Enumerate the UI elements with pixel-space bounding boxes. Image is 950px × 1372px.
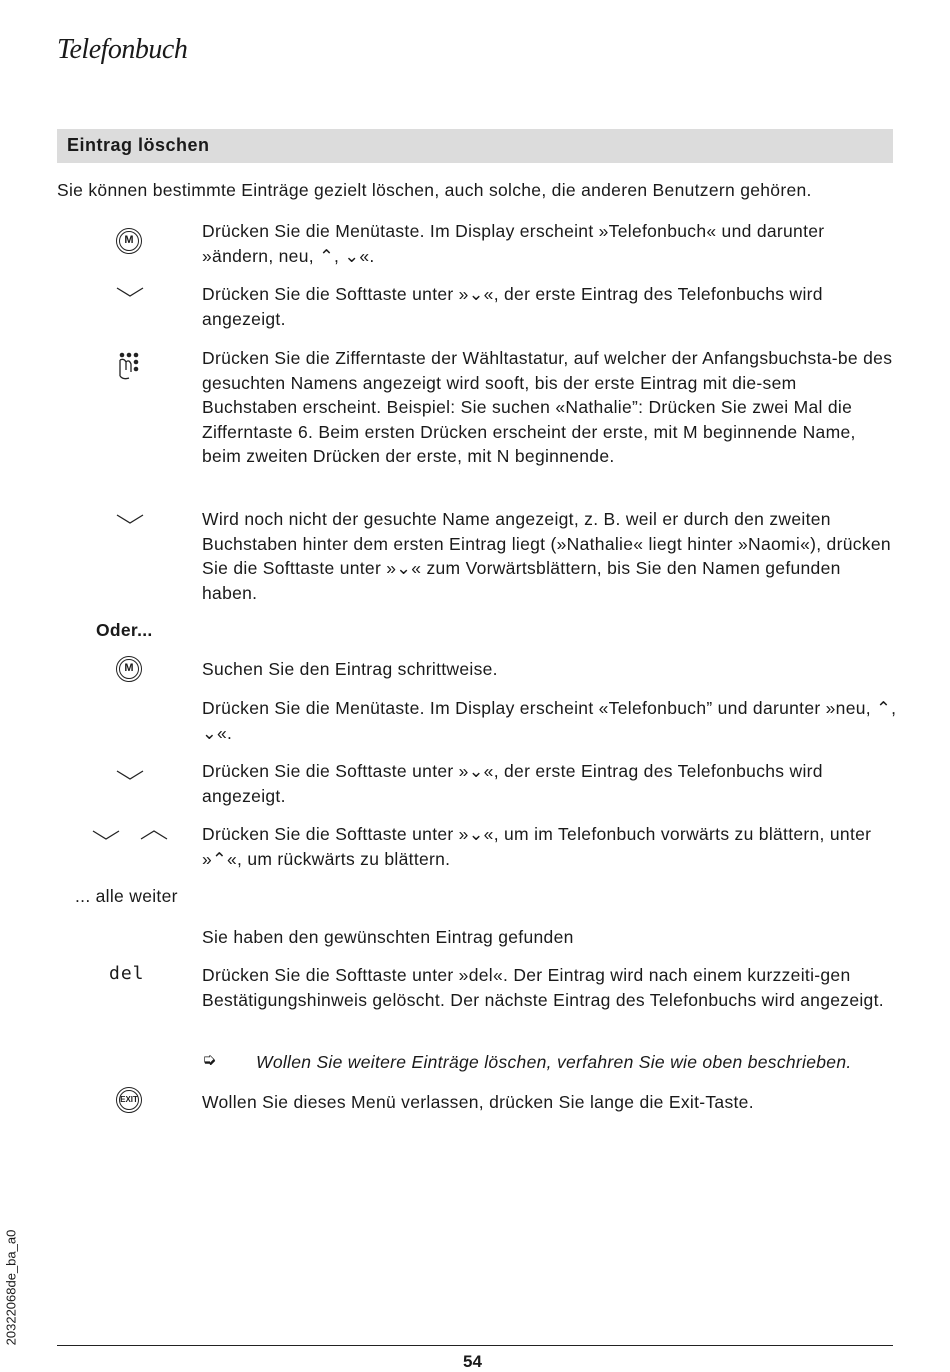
intro-text: Sie können bestimmte Einträge gezielt löschen, auch solche, die anderen Benutzern gehören. xyxy=(57,180,812,200)
page-header-title: Telefonbuch xyxy=(57,34,188,65)
step-text: Drücken Sie die Menütaste. Im Display erscheint «Telefonbuch” und darunter »neu, ⌃, ⌄«. xyxy=(202,698,897,743)
step-text: Drücken Sie die Menütaste. Im Display erscheint »Telefonbuch« und darunter »ändern, neu, ⌃, ⌄«. xyxy=(202,221,825,266)
step-text: Wird noch nicht der gesuchte Name angezeigt, z. B. weil er durch den zweiten Buchstaben hinter dem ersten Eintrag liegt (»Nathalie« liegt hinter »Naomi«), drücken Sie die Softtaste unter »⌄« zum Vorwärtsblättern, bis Sie den Namen gefunden haben. xyxy=(202,509,891,603)
step-text: Drücken Sie die Softtaste unter »del«. Der Eintrag wird nach einem kurzzeiti-gen Bestätigungshinweis gelöscht. Der nächste Eintrag des Telefonbuchs wird angezeigt. xyxy=(202,965,884,1010)
softkey-down-up-icon xyxy=(92,828,168,842)
note-text: Wollen Sie weitere Einträge löschen, verfahren Sie wie oben beschrieben. xyxy=(256,1052,852,1072)
softkey-down-icon xyxy=(116,769,144,781)
page-number: 54 xyxy=(463,1352,482,1371)
alle-weiter-label: ... alle weiter xyxy=(75,886,178,906)
exit-button-icon: EXIT xyxy=(116,1087,142,1113)
section-title: Eintrag löschen xyxy=(67,135,210,155)
keypad-icon xyxy=(117,350,141,382)
section-header-bar xyxy=(57,129,893,163)
step-text: Drücken Sie die Softtaste unter »⌄«, um im Telefonbuch vorwärts zu blättern, unter »⌃«, um rückwärts zu blättern. xyxy=(202,824,872,869)
menu-button-icon: M xyxy=(116,656,142,682)
step-text: Drücken Sie die Softtaste unter »⌄«, der erste Eintrag des Telefonbuchs wird angezeigt. xyxy=(202,284,823,329)
step-text: Drücken Sie die Softtaste unter »⌄«, der erste Eintrag des Telefonbuchs wird angezeigt. xyxy=(202,761,823,806)
del-softkey-icon: del xyxy=(109,963,145,984)
step-text: Sie haben den gewünschten Eintrag gefunden xyxy=(202,927,574,947)
footer-divider xyxy=(57,1345,893,1346)
menu-button-icon: M xyxy=(116,228,142,254)
softkey-down-icon xyxy=(116,513,144,525)
oder-label: Oder... xyxy=(96,620,153,640)
step-text: Drücken Sie die Zifferntaste der Wähltastatur, auf welcher der Anfangsbuchsta-be des gesuchten Namens angezeigt wird sooft, bis der erste Eintrag mit die-sem Buchstaben erscheint. Beispiel: Sie suchen «Nathalie”: Drücken Sie zwei Mal die Zifferntaste 6. Beim ersten Drücken erscheint der erste, mit M beginnende Name, beim zweiten Drücken der erste, mit N beginnende. xyxy=(202,348,893,466)
document-code: 20322068de_ba_a0 xyxy=(3,1229,19,1346)
softkey-down-icon xyxy=(116,286,144,298)
arrow-icon: ➭ xyxy=(202,1050,217,1069)
step-text: Wollen Sie dieses Menü verlassen, drücken Sie lange die Exit-Taste. xyxy=(202,1092,754,1112)
step-text: Suchen Sie den Eintrag schrittweise. xyxy=(202,659,498,679)
